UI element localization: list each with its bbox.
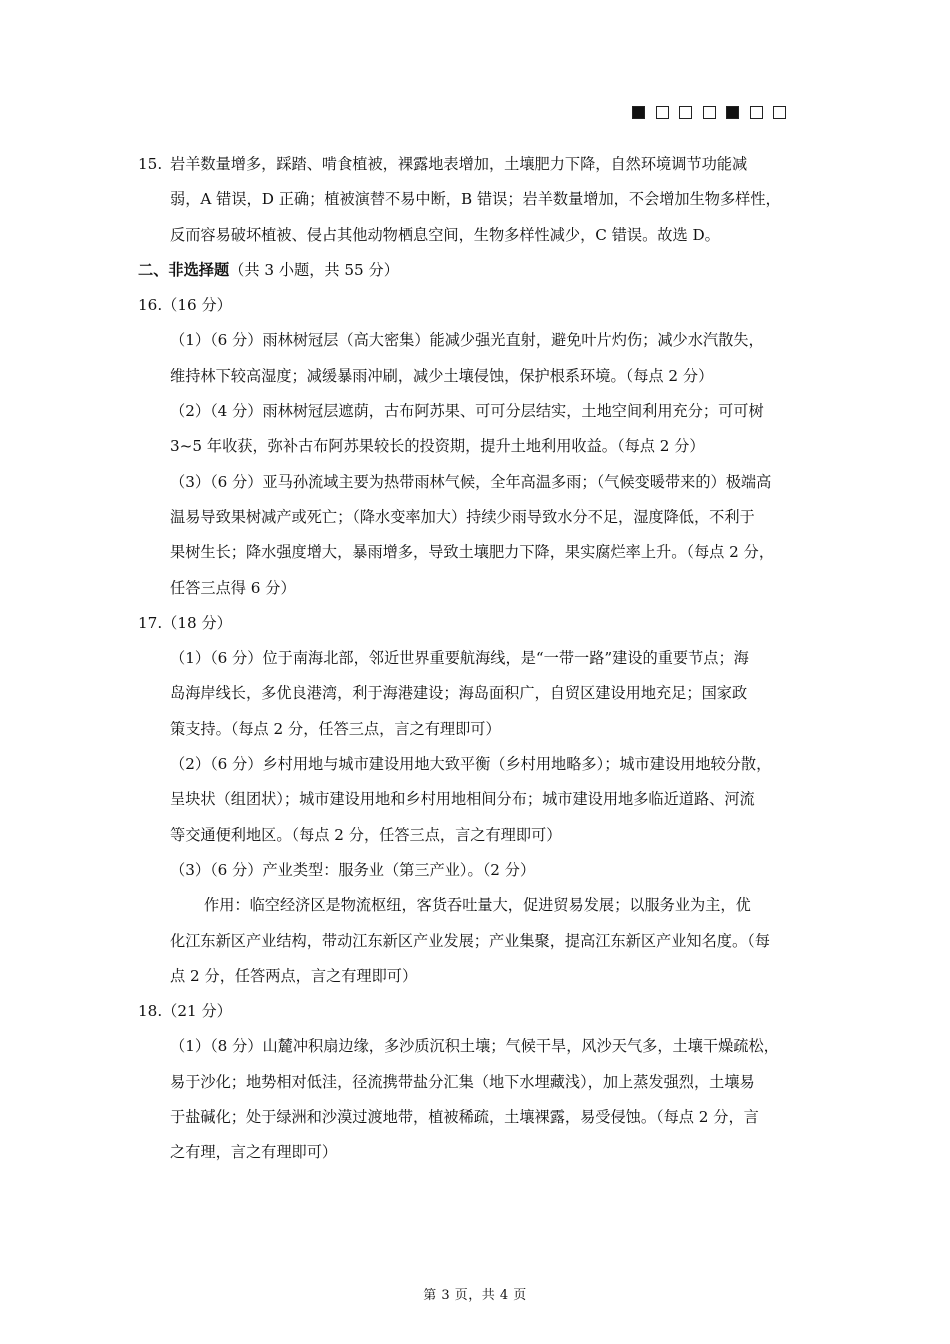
answer-line: 岩羊数量增多，踩踏、啃食植被，裸露地表增加，土壤肥力下降，自然环境调节功能减 xyxy=(170,155,748,173)
answer-line: 果树生长；降水强度增大，暴雨增多，导致土壤肥力下降，果实腐烂率上升。（每点 2 分， xyxy=(170,543,775,562)
section-heading xyxy=(138,253,816,288)
progress-square xyxy=(679,106,692,119)
answer-content xyxy=(138,147,816,1171)
question-number: 15. xyxy=(138,155,163,173)
answer-line: 之有理，言之有理即可） xyxy=(170,1143,338,1162)
question-18 xyxy=(138,994,816,1170)
answer-line: 温易导致果树减产或死亡；（降水变率加大）持续少雨导致水分不足，湿度降低，不利于 xyxy=(170,507,755,526)
section-title: 二、非选择题 xyxy=(138,260,230,279)
answer-line: 点 2 分，任答两点，言之有理即可） xyxy=(170,966,418,985)
section-note: （共 3 小题，共 55 分） xyxy=(229,260,399,279)
question-17 xyxy=(138,606,816,994)
answer-line: 反而容易破坏植被、侵占其他动物栖息空间，生物多样性减少，C 错误。故选 D。 xyxy=(170,225,720,244)
answer-line: 3~5 年收获，弥补古布阿苏果较长的投资期，提升土地利用收益。（每点 2 分） xyxy=(170,437,705,456)
answer-line: （2）（6 分）乡村用地与城市建设用地大致平衡（乡村用地略多）；城市建设用地较分散， xyxy=(170,755,772,774)
question-header: 16.（16 分） xyxy=(138,296,232,315)
answer-line: 作用：临空经济区是物流枢纽，客货吞吐量大，促进贸易发展；以服务业为主，优 xyxy=(204,896,751,915)
answer-line: 呈块状（组团状）；城市建设用地和乡村用地相间分布；城市建设用地多临近道路、河流 xyxy=(170,790,755,809)
answer-line: 策支持。（每点 2 分，任答三点，言之有理即可） xyxy=(170,719,501,738)
progress-square xyxy=(656,106,669,119)
answer-line: 任答三点得 6 分） xyxy=(170,578,296,597)
answer-line: （2）（4 分）雨林树冠层遮荫，古布阿苏果、可可分层结实，土地空间利用充分；可可树 xyxy=(170,402,764,421)
question-16 xyxy=(138,288,816,606)
progress-square xyxy=(632,106,645,119)
answer-line: （3）（6 分）产业类型：服务业（第三产业）。（2 分） xyxy=(170,860,536,879)
answer-line: （1）（6 分）雨林树冠层（高大密集）能减少强光直射，避免叶片灼伤；减少水汽散失， xyxy=(170,331,764,350)
question-15 xyxy=(138,147,816,253)
question-header: 18.（21 分） xyxy=(138,1002,232,1021)
answer-line: 化江东新区产业结构，带动江东新区产业发展；产业集聚，提高江东新区产业知名度。（每 xyxy=(170,931,770,950)
answer-line: 易于沙化；地势相对低洼，径流携带盐分汇集（地下水埋藏浅），加上蒸发强烈，土壤易 xyxy=(170,1072,755,1091)
answer-line: 维持林下较高湿度；减缓暴雨冲刷，减少土壤侵蚀，保护根系环境。（每点 2 分） xyxy=(170,366,714,385)
progress-square xyxy=(726,106,739,119)
answer-line: （1）（6 分）位于南海北部，邻近世界重要航海线，是“一带一路”建设的重要节点；海 xyxy=(170,649,749,668)
answer-line: 等交通便利地区。（每点 2 分，任答三点，言之有理即可） xyxy=(170,825,562,844)
progress-square xyxy=(750,106,763,119)
answer-line: （1）（8 分）山麓冲积扇边缘，多沙质沉积土壤；气候干旱，风沙天气多，土壤干燥疏松， xyxy=(170,1037,779,1056)
answer-line: 弱，A 错误，D 正确；植被演替不易中断，B 错误；岩羊数量增加，不会增加生物多样性， xyxy=(170,190,781,209)
page-progress-marks xyxy=(632,106,797,119)
answer-line: （3）（6 分）亚马孙流域主要为热带雨林气候，全年高温多雨；（气候变暖带来的）极端高 xyxy=(170,472,772,491)
progress-square xyxy=(773,106,786,119)
answer-line: 于盐碱化；处于绿洲和沙漠过渡地带，植被稀疏，土壤裸露，易受侵蚀。（每点 2 分，言 xyxy=(170,1108,759,1127)
page-footer: 第 3 页，共 4 页 xyxy=(423,1288,527,1303)
answer-line: 岛海岸线长，多优良港湾，利于海港建设；海岛面积广，自贸区建设用地充足；国家政 xyxy=(170,684,748,703)
progress-square xyxy=(703,106,716,119)
question-header: 17.（18 分） xyxy=(138,613,232,632)
